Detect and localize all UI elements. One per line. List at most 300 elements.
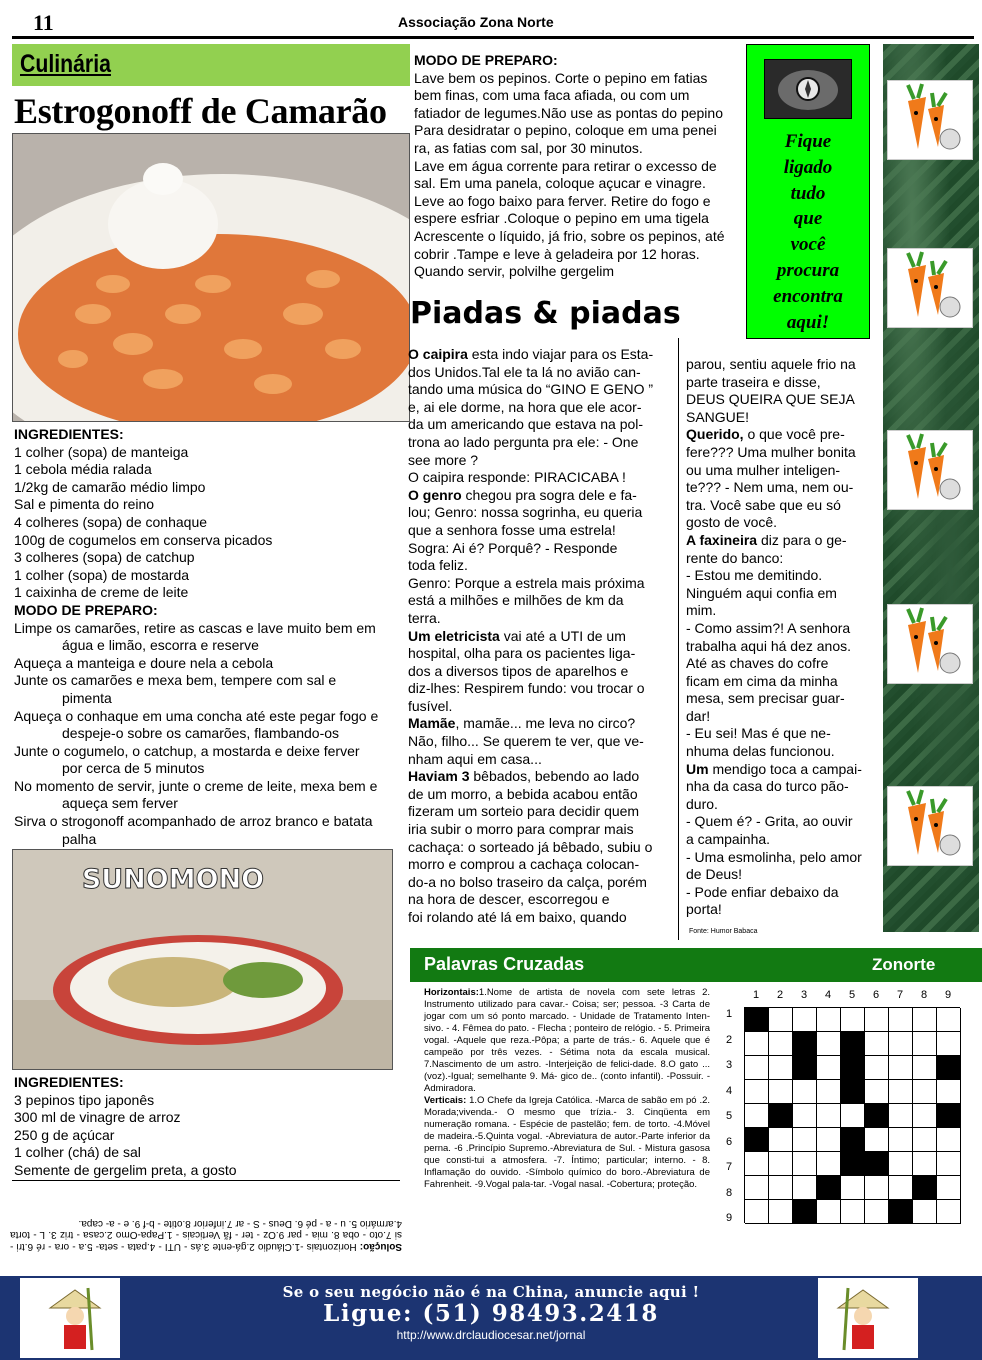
ad-line: procura: [776, 259, 840, 281]
joke-line: [686, 778, 870, 796]
method-heading: MODO DE PREPARO:: [414, 52, 558, 68]
joke-text: morro e comprou a cachaça colocan-: [408, 856, 640, 873]
joke-line: [686, 444, 870, 462]
crossword-column-number: 5: [848, 989, 856, 1001]
method-line: por cerca de 5 minutos: [62, 760, 205, 777]
crossword-cell[interactable]: [913, 1152, 937, 1176]
ingredient-item: 1/2kg de camarão médio limpo: [14, 478, 206, 495]
joke-line: [408, 909, 662, 927]
ingredient-item: 3 pepinos tipo japonês: [14, 1091, 155, 1108]
crossword-row-number: 9: [726, 1212, 733, 1224]
method-line: Para desidratar o pepino, coloque em uma penei: [414, 122, 717, 139]
ingredient-item: 100g de cogumelos em conserva picados: [14, 531, 273, 548]
joke-text: Genro: Porque a estrela mais próxima: [408, 574, 645, 591]
method-line: Lave bem os pepinos. Corte o pepino em fatias: [414, 69, 708, 86]
sunomono-label: SUNOMONO: [81, 864, 265, 895]
crossword-column-number: 9: [944, 989, 952, 1001]
crossword-cell[interactable]: [937, 1128, 961, 1152]
crossword-cell[interactable]: [937, 1008, 961, 1032]
ingredient-item: 1 colher (sopa) de manteiga: [14, 443, 189, 460]
joke-line: [408, 575, 662, 593]
crossword-column-number: 1: [752, 989, 760, 1001]
ad-line: ligado: [783, 156, 833, 178]
method-line: Lave em água corrente para retirar o excesso de: [414, 157, 717, 174]
crossword-column-number: 2: [776, 989, 784, 1001]
crossword-cell[interactable]: [817, 1056, 841, 1080]
vertical-clues: 1.O Chefe da Igreja Católica. -Marca de sabão em pó .2. Morada;vivenda.- O mesmo que trízia.- 3. Cinqüenta em numeração romana. - Espécie de pastelão; fem. de torto. -4.Móvel de madeira.-5.Quinta vogal. -Abreviatura de autor.-Parte inferior da perna. -6 .Princípio Supremo.-Abreviatura de Sul. - Mistura gasosa que consti-tui a atmosfera. -7. Íntimo; particular; interno. - 8. Inflamação do ouvido. -Símbolo químico do boro.-Abreviatura de Fahrenheit. -9.Vogal pala-tar. -Vogal nasal. -Cobertura; proteção.: [424, 1095, 711, 1190]
crossword-row-number: 7: [726, 1161, 733, 1173]
ingredient-item: 1 colher (sopa) de mostarda: [14, 566, 190, 583]
joke-text: O caipira responde: PIRACICABA !: [408, 469, 626, 486]
joke-lead: Um: [686, 760, 709, 777]
joke-text: hospital, olha para os pacientes liga-: [408, 645, 636, 662]
crossword-cell[interactable]: [889, 1104, 913, 1128]
crossword-cell[interactable]: [913, 1104, 937, 1128]
joke-text: iria subir o morro para comprar mais: [408, 821, 634, 838]
crossword-cell[interactable]: [769, 1080, 793, 1104]
method-line: sal. Em uma panela, coloque açucar e vinagre.: [414, 175, 706, 192]
crossword-row-number: 3: [726, 1059, 733, 1071]
crossword-cell[interactable]: [913, 1032, 937, 1056]
joke-lead: O genro: [408, 486, 462, 503]
joke-lead: Um eletricista: [408, 627, 500, 644]
method-list: [414, 70, 740, 281]
method-line: Sirva o strogonoff acompanhado de arroz branco e batata: [14, 813, 373, 830]
joke-text: - Quem é? - Grita, ao ouvir: [686, 813, 853, 830]
crossword-cell[interactable]: [817, 1200, 841, 1224]
chinese-chef-icon: [20, 1278, 120, 1358]
crossword-row-number: 1: [726, 1008, 733, 1020]
joke-line: [408, 698, 662, 716]
joke-line: [686, 725, 870, 743]
header-rule: [12, 36, 974, 39]
crossword-black-cell: [817, 1176, 841, 1200]
joke-text: duro.: [686, 795, 718, 812]
joke-line: [408, 504, 662, 522]
joke-text: te??? - Nem uma, nem ou-: [686, 479, 854, 496]
joke-lead: A faxineira: [686, 531, 758, 548]
crossword-cell[interactable]: [841, 1200, 865, 1224]
ad-line: Fique: [784, 131, 832, 152]
joke-line: [686, 655, 870, 673]
ingredient-item: 250 g de açúcar: [14, 1126, 115, 1143]
method-line: bem finas, com uma faca afiada, ou com um: [414, 87, 690, 104]
joke-line: [686, 585, 870, 603]
crossword-row-number: 2: [726, 1033, 733, 1046]
crossword-cell[interactable]: [841, 1008, 865, 1032]
joke-line: [686, 831, 870, 849]
joke-line: [408, 452, 662, 470]
joke-text: trona ao lado pergunta pra ele: - One: [408, 433, 639, 450]
publication-title: Associação Zona Norte: [398, 14, 554, 30]
joke-line: [408, 399, 662, 417]
recipe2-ingredients: [14, 1074, 400, 1180]
method-line: Leve ao fogo baixo para ferver. Retire do fogo e: [414, 192, 711, 209]
crossword-black-cell: [841, 1128, 865, 1152]
joke-line: [686, 743, 870, 761]
joke-text: lou; Genro: nossa sogrinha, eu queria: [408, 504, 643, 521]
joke-text: Até as chaves do cofre: [686, 655, 829, 672]
joke-line: [408, 487, 662, 505]
ad-line: que: [793, 208, 823, 230]
solution-rule: [12, 1180, 400, 1181]
horizontal-label: Horizontais:: [424, 987, 479, 998]
joke-text: parou, sentiu aquele frio na: [686, 356, 856, 372]
joke-line: [686, 884, 870, 902]
crossword-cell[interactable]: [817, 1032, 841, 1056]
ad-line: aqui!: [786, 311, 830, 333]
joke-text: rente do banco:: [686, 549, 784, 566]
joke-text: na hora de descer, escorregou e: [408, 891, 610, 908]
joke-line: [408, 786, 662, 804]
method-line: Aqueça o conhaque em uma concha até este pegar fogo e: [14, 707, 379, 724]
footer-tagline: Se o seu negócio não é na China, anuncie aqui !: [282, 1283, 700, 1301]
recipe1-text: [14, 426, 400, 848]
method-line: Acrescente o líquido, já frio, sobre os pepinos, até: [414, 227, 725, 244]
footer-url[interactable]: http://www.drclaudiocesar.net/jornal: [396, 1328, 586, 1342]
crossword-cell[interactable]: [793, 1128, 817, 1152]
crossword-black-cell: [793, 1056, 817, 1080]
joke-text: tando uma música do “GINO E GENO ”: [408, 381, 654, 398]
joke-text: tra. Você sabe que eu só: [686, 496, 841, 513]
crossword-cell[interactable]: [889, 1176, 913, 1200]
joke-line: [686, 708, 870, 726]
method-line: palha: [62, 830, 97, 847]
joke-line: [408, 522, 662, 540]
joke-text: Sogra: Ai é? Porquê? - Responde: [408, 539, 618, 556]
crossword-grid: [744, 1007, 960, 1223]
joke-line: [408, 381, 662, 399]
crossword-black-cell: [769, 1104, 793, 1128]
crossword-cell[interactable]: [817, 1008, 841, 1032]
crossword-cell[interactable]: [865, 1128, 889, 1152]
method-line: Quando servir, polvilhe gergelim: [414, 263, 614, 280]
crossword-cell[interactable]: [913, 1080, 937, 1104]
joke-line: [686, 514, 870, 532]
crossword-cell[interactable]: [937, 1032, 961, 1056]
crossword-cell[interactable]: [769, 1032, 793, 1056]
ingredient-item: 300 ml de vinagre de arroz: [14, 1109, 181, 1126]
crossword-cell[interactable]: [793, 1152, 817, 1176]
carrot-icon: [887, 80, 973, 160]
joke-text: dos a diversos tipos de aparelhos e: [408, 662, 629, 679]
joke-line: [408, 891, 662, 909]
crossword-cell[interactable]: [793, 1080, 817, 1104]
crossword-row-number: 5: [726, 1110, 733, 1122]
joke-line: [408, 610, 662, 628]
joke-line: [686, 409, 870, 427]
crossword-cell[interactable]: [889, 1056, 913, 1080]
crossword-cell[interactable]: [937, 1176, 961, 1200]
joke-line: [408, 469, 662, 487]
crossword-cell[interactable]: [889, 1128, 913, 1152]
joke-text: , mamãe... me leva no circo?: [455, 715, 636, 732]
crossword-black-cell: [937, 1056, 961, 1080]
crossword-row-number: 6: [726, 1135, 733, 1148]
crossword-cell[interactable]: [793, 1104, 817, 1128]
ingredients-heading: INGREDIENTES:: [14, 1074, 124, 1090]
joke-line: [686, 497, 870, 515]
ingredient-item: 4 colheres (sopa) de conhaque: [14, 513, 208, 530]
crossword-cell[interactable]: [817, 1080, 841, 1104]
crossword-column-number: 4: [824, 989, 832, 1001]
joke-line: [686, 479, 870, 497]
section-title: Culinária: [20, 50, 111, 78]
ingredients-heading: INGREDIENTES:: [14, 426, 124, 442]
ingredient-item: Semente de gergelim preta, a gosto: [14, 1161, 237, 1178]
method-line: Limpe os camarões, retire as cascas e lave muito bem em: [14, 619, 376, 636]
crossword-row-number: 8: [726, 1186, 733, 1199]
joke-text: e, ai ele dorme, na hora que ele acor-: [408, 398, 642, 415]
joke-lead: Haviam 3: [408, 768, 470, 785]
ad-line: você: [790, 234, 826, 256]
joke-text: trabalha aqui há dez anos.: [686, 637, 852, 654]
joke-line: [408, 645, 662, 663]
crossword-column-number: 6: [872, 989, 880, 1001]
ingredient-item: Sal e pimenta do reino: [14, 496, 155, 513]
method-line: ra, as fatias com sal, por 30 minutos.: [414, 139, 643, 156]
joke-line: [408, 628, 662, 646]
crossword-cell[interactable]: [745, 1080, 769, 1104]
ingredient-item: 3 colheres (sopa) de catchup: [14, 549, 195, 566]
recipe2-method: [414, 52, 740, 281]
joke-line: [686, 567, 870, 585]
joke-line: [686, 374, 870, 392]
crossword-black-cell: [913, 1176, 937, 1200]
joke-lead: O caipira: [408, 346, 468, 362]
joke-line: [408, 751, 662, 769]
joke-text: está a milhões e milhões de km da: [408, 592, 624, 609]
ingredients-list: [14, 1092, 400, 1180]
crossword-black-cell: [793, 1200, 817, 1224]
crossword-cell[interactable]: [889, 1032, 913, 1056]
method-line: Junte o cogumelo, o catchup, a mostarda e deixe ferver: [14, 742, 360, 759]
ad-line: tudo: [790, 182, 826, 204]
crossword-black-cell: [865, 1104, 889, 1128]
joke-text: fusível.: [408, 697, 453, 714]
joke-line: [408, 346, 662, 364]
joke-text: que a senhora fosse uma estrela!: [408, 521, 616, 538]
joke-line: [686, 550, 870, 568]
joke-line: [686, 796, 870, 814]
jokes-title: Piadas & piadas: [410, 296, 681, 331]
vertical-label: Verticais:: [424, 1095, 467, 1106]
jokes-source: Fonte: Humor Babaca: [689, 928, 758, 935]
crossword-cell[interactable]: [745, 1200, 769, 1224]
crossword-cell[interactable]: [745, 1176, 769, 1200]
carrot-icon: [887, 604, 973, 684]
joke-text: dar!: [686, 707, 711, 724]
sunomono-illustration: [13, 850, 393, 1070]
joke-text: - Uma esmolinha, pelo amor: [686, 848, 862, 865]
joke-line: [408, 856, 662, 874]
joke-text: ficam em cima da minha: [686, 672, 838, 689]
joke-text: fizeram um sorteio para decidir quem: [408, 803, 640, 820]
shrimp-stroganoff-photo: [12, 133, 410, 422]
joke-text: nham aqui em casa...: [408, 750, 542, 767]
crossword-cell[interactable]: [769, 1128, 793, 1152]
crossword-cell[interactable]: [769, 1200, 793, 1224]
crossword-cell[interactable]: [769, 1008, 793, 1032]
joke-line: [686, 849, 870, 867]
joke-line: [408, 680, 662, 698]
crossword-black-cell: [937, 1104, 961, 1128]
joke-text: da um americando que estava na pol-: [408, 416, 644, 433]
joke-text: nha da casa do turco pão-: [686, 778, 849, 795]
joke-line: [686, 638, 870, 656]
method-heading: MODO DE PREPARO:: [14, 601, 158, 618]
method-line: Aqueça a manteiga e doure nela a cebola: [14, 654, 274, 671]
joke-text: fere??? Uma mulher bonita: [686, 443, 856, 460]
compass-icon: [764, 59, 852, 119]
joke-line: [686, 391, 870, 409]
crossword-black-cell: [745, 1128, 769, 1152]
joke-text: bêbados, bebendo ao lado: [469, 768, 640, 785]
joke-line: [408, 768, 662, 786]
crossword-column-number: 7: [896, 989, 904, 1001]
joke-line: [686, 602, 870, 620]
crossword-cell[interactable]: [817, 1152, 841, 1176]
crossword-cell[interactable]: [865, 1032, 889, 1056]
joke-text: - Estou me demitindo.: [686, 567, 823, 584]
crossword-cell[interactable]: [889, 1008, 913, 1032]
crossword-cell[interactable]: [865, 1200, 889, 1224]
joke-lead: Querido,: [686, 426, 744, 443]
joke-text: chegou pra sogra dele e fa-: [461, 486, 637, 503]
crossword-solution: [10, 1184, 402, 1252]
joke-text: - Eu sei! Mas é que ne-: [686, 725, 831, 742]
joke-text: see more ?: [408, 451, 479, 468]
crossword-cell[interactable]: [937, 1080, 961, 1104]
joke-text: DEUS QUEIRA QUE SEJA: [686, 391, 855, 408]
joke-line: [408, 592, 662, 610]
crossword-cell[interactable]: [745, 1032, 769, 1056]
crossword-cell[interactable]: [793, 1008, 817, 1032]
crossword-black-cell: [865, 1152, 889, 1176]
crossword-clues: [424, 987, 710, 1191]
ingredient-item: 1 caixinha de creme de leite: [14, 584, 189, 601]
joke-line: [408, 715, 662, 733]
joke-text: toda feliz.: [408, 557, 468, 574]
solution-text: Horizontais -1.Cláudio 2.gá-ente 3.ás - UTI - 4.pata - seta- 5.a - ora - ré 6.tri - si 7.oto - oba 8. mia - par 9.Oz - ter - fã Verticais - 1.Papa-Omo 2.casa - triz 3. L - torta 4.armário 5. u - a - pé 6. Deus - S - ar 7.inferior 8.otite - b-f 9. e - a- capa.: [9, 1218, 402, 1252]
crossword-cell[interactable]: [937, 1152, 961, 1176]
crossword-row-number: 4: [726, 1084, 733, 1097]
jokes-column-2: [686, 356, 870, 919]
crossword-cell[interactable]: [841, 1104, 865, 1128]
crossword-column-number: 8: [920, 989, 928, 1001]
joke-line: [408, 416, 662, 434]
joke-line: [408, 733, 662, 751]
sunomono-photo: [12, 849, 393, 1070]
method-list: [14, 620, 400, 849]
ingredients-list: [14, 444, 400, 602]
crossword-cell[interactable]: [817, 1104, 841, 1128]
joke-line: [408, 821, 662, 839]
method-line: água e limão, escorra e reserve: [62, 637, 259, 654]
joke-text: foi rolando até lá em baixo, quando: [408, 909, 627, 925]
method-line: fatiador de legumes.Não use as pontas do pepino: [414, 104, 723, 121]
joke-text: Ninguém aqui confia em: [686, 584, 837, 601]
crossword-cell[interactable]: [793, 1176, 817, 1200]
joke-line: [408, 364, 662, 382]
crossword-cell[interactable]: [745, 1104, 769, 1128]
joke-line: [408, 540, 662, 558]
joke-text: nhuma delas funcionou.: [686, 743, 835, 760]
crossword-cell[interactable]: [745, 1056, 769, 1080]
ad-line: encontra: [773, 285, 843, 307]
crossword-title: Palavras Cruzadas: [424, 954, 585, 974]
ingredient-item: 1 cebola média ralada: [14, 461, 152, 478]
joke-line: [408, 874, 662, 892]
crossword-cell[interactable]: [745, 1152, 769, 1176]
crossword-cell[interactable]: [769, 1176, 793, 1200]
crossword-cell[interactable]: [841, 1176, 865, 1200]
crossword-black-cell: [793, 1032, 817, 1056]
crossword-cell[interactable]: [865, 1056, 889, 1080]
carrot-icon: [887, 430, 973, 510]
joke-line: [686, 690, 870, 708]
joke-text: Não, filho... Se querem te ver, que ve-: [408, 733, 644, 750]
crossword-cell[interactable]: [913, 1128, 937, 1152]
page-number: 11: [33, 10, 54, 35]
crossword-cell[interactable]: [913, 1200, 937, 1224]
jokes-column-1: [408, 346, 662, 927]
crossword-cell[interactable]: [937, 1200, 961, 1224]
crossword-cell[interactable]: [889, 1152, 913, 1176]
method-line: pimenta: [62, 689, 112, 706]
method-line: aqueça sem ferver: [62, 795, 178, 812]
crossword-column-number: 3: [800, 989, 808, 1001]
crossword-black-cell: [889, 1200, 913, 1224]
joke-line: [686, 813, 870, 831]
crossword-cell[interactable]: [769, 1056, 793, 1080]
crossword-cell[interactable]: [817, 1128, 841, 1152]
joke-text: vai até a UTI de um: [499, 627, 626, 644]
ad-text: [746, 129, 870, 335]
joke-text: ou uma mulher inteligen-: [686, 461, 841, 478]
crossword-cell[interactable]: [769, 1152, 793, 1176]
crossword-cell[interactable]: [865, 1176, 889, 1200]
stroganoff-illustration: [13, 134, 410, 422]
crossword-cell[interactable]: [913, 1008, 937, 1032]
method-line: No momento de servir, junte o creme de leite, mexa bem e: [14, 777, 378, 794]
footer-phone[interactable]: Ligue: (51) 98493.2418: [323, 1300, 659, 1327]
joke-text: de Deus!: [686, 866, 743, 883]
joke-text: mim.: [686, 602, 717, 619]
crossword-cell[interactable]: [865, 1080, 889, 1104]
joke-text: gosto de você.: [686, 514, 778, 531]
ingredient-item: 1 colher (chá) de sal: [14, 1144, 141, 1161]
joke-line: [686, 866, 870, 884]
joke-text: diz para o ge-: [757, 531, 847, 548]
joke-text: do-a no bolso traseiro da calça, porém: [408, 873, 647, 890]
crossword-black-cell: [745, 1008, 769, 1032]
crossword-cell[interactable]: [913, 1056, 937, 1080]
joke-text: diz-lhes: Respirem fundo: vou trocar o: [408, 680, 645, 697]
crossword-cell[interactable]: [889, 1080, 913, 1104]
joke-line: [686, 462, 870, 480]
carrot-icon: [887, 786, 973, 866]
horizontal-clues: 1.Nome de artista de novela com sete letras 2. Instrumento utilizado para cavar.- Coisa; ser; pessoa. -3 Carta de jogar com um só ponto marcado. - Unidade de Tratamento Inten-sivo. - 4. Fêmea do pato. - Flecha ; ponteiro de relógio. - 5. Primeira vogal. -Aquele que reza.-Pôpa; a parte de trás.- 6. Aquele que é campeão por três vezes. - Sétima nota da escala musical. 7.Nascimento de um astro. -Interjeição de felici-dade. 8.O gato ...(voz).-Igual; semelhante 9. Má- gico de.. (conto infantil). -Possuir. - Admiradora.: [424, 987, 710, 1094]
joke-text: cachaça: o sorteado já bêbado, subiu o: [408, 838, 653, 855]
joke-line: [408, 663, 662, 681]
joke-text: porta!: [686, 901, 722, 918]
joke-text: - Pode enfiar debaixo da: [686, 883, 839, 900]
method-line: cobrir .Tampe e leve à geladeira por 12 horas.: [414, 245, 700, 262]
solution-label: Solução:: [359, 1241, 402, 1252]
crossword-black-cell: [841, 1056, 865, 1080]
crossword-cell[interactable]: [865, 1008, 889, 1032]
